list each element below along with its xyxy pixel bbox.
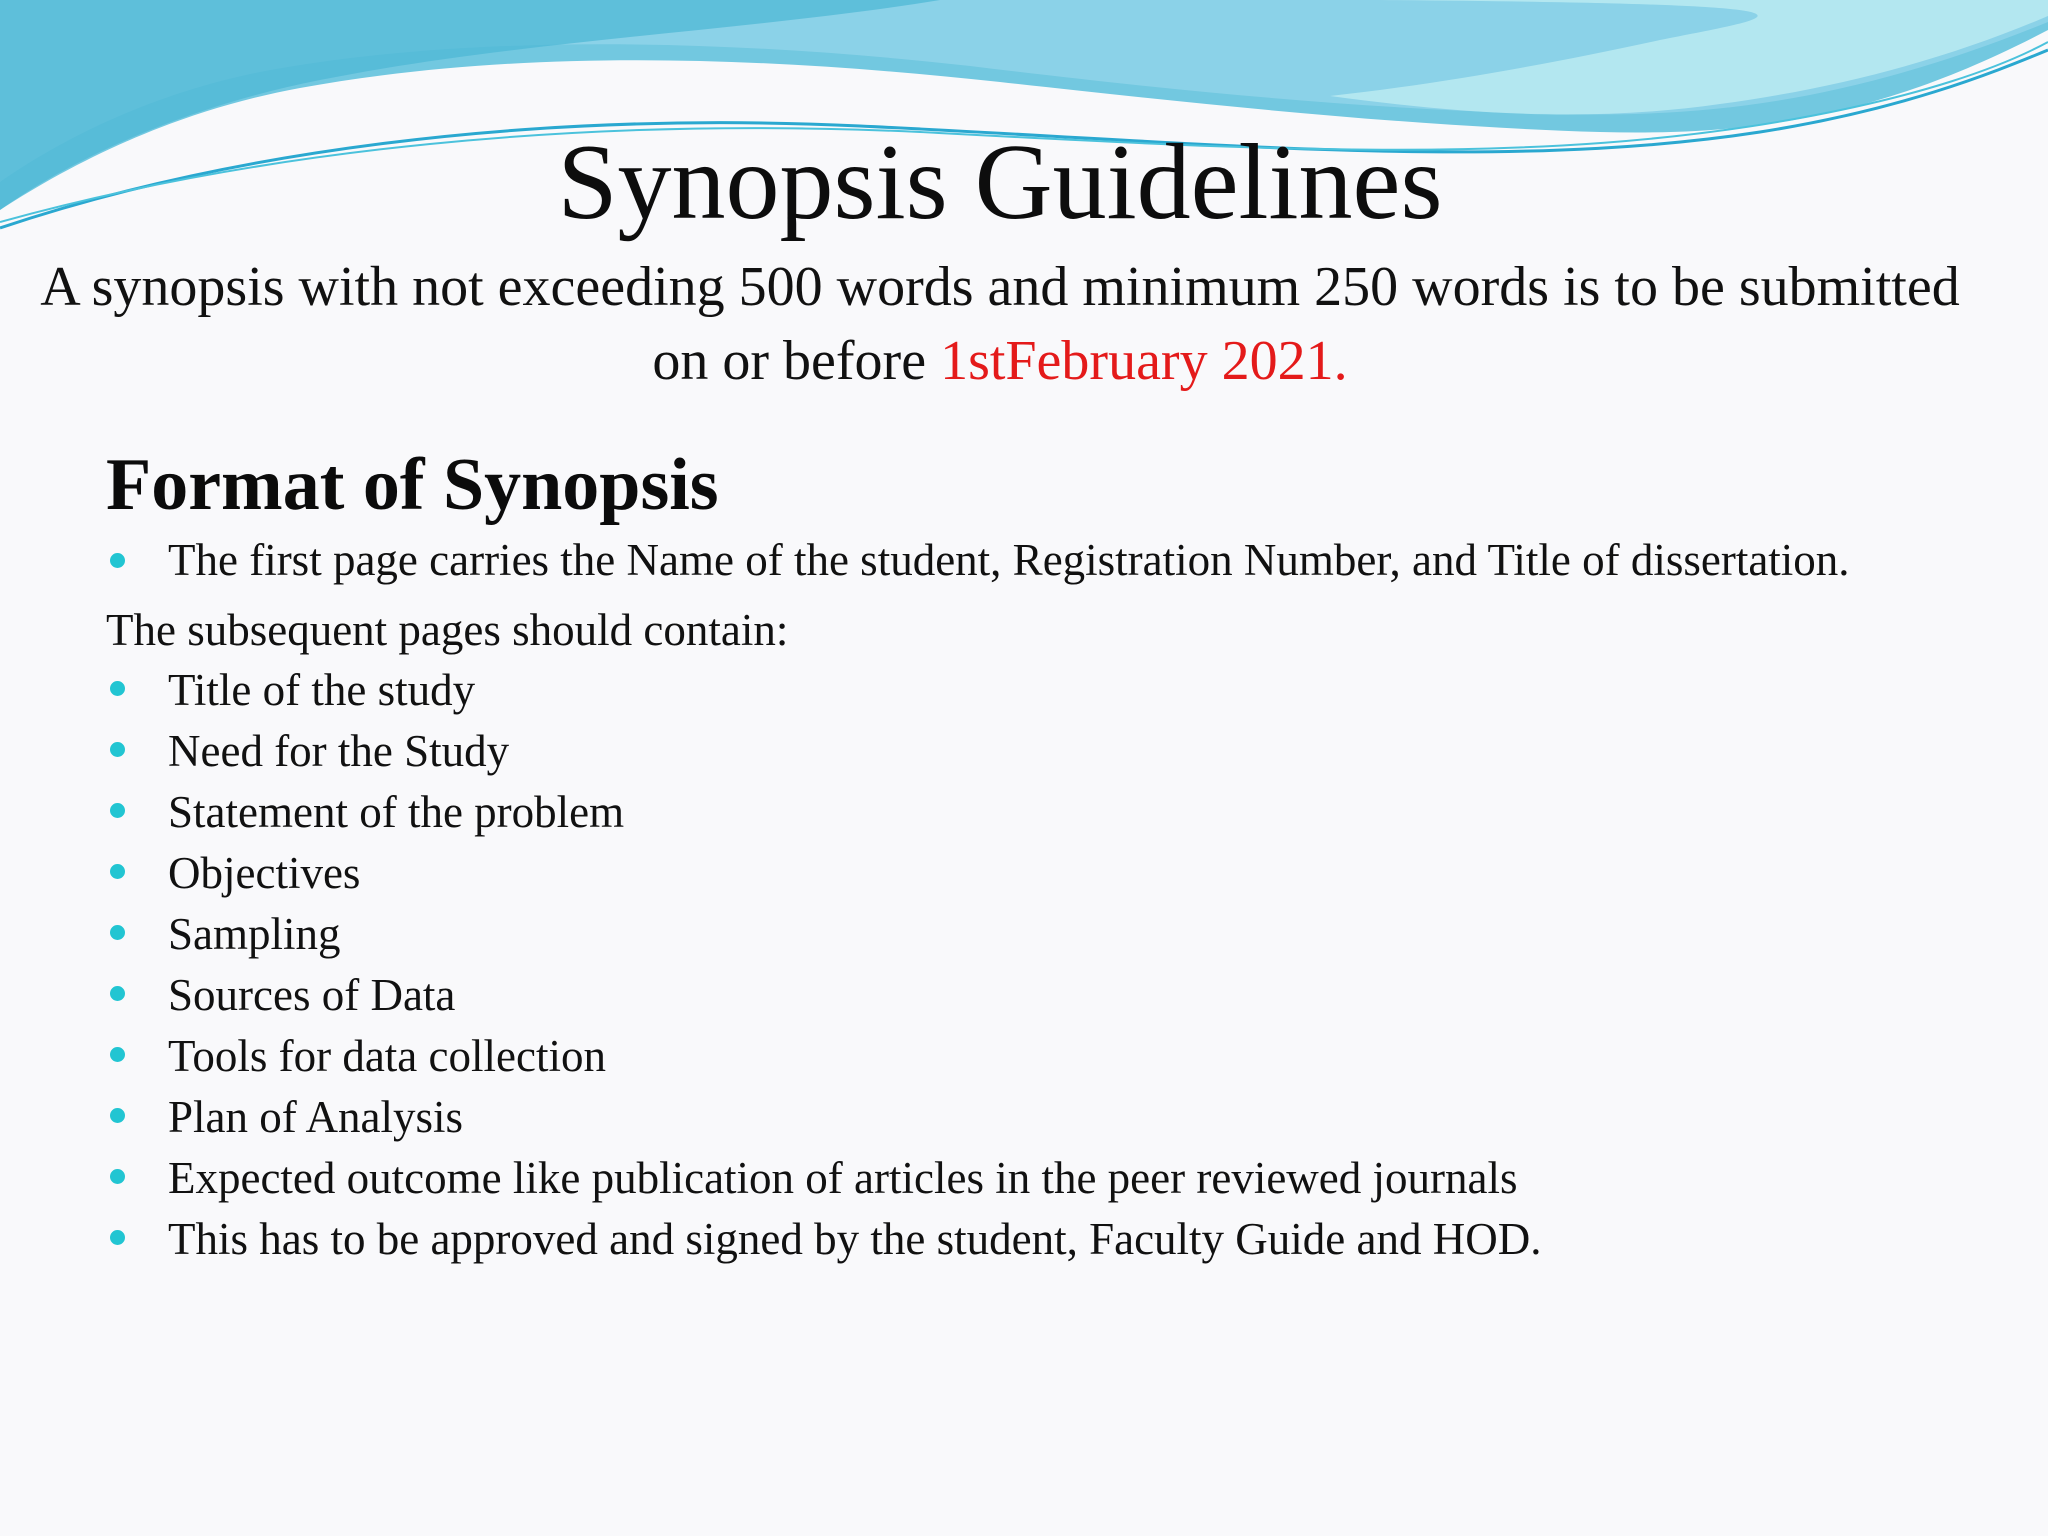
subsequent-intro: The subsequent pages should contain: — [106, 605, 789, 655]
slide-title: Synopsis Guidelines — [557, 123, 1443, 242]
bullet-dot-icon — [110, 742, 125, 757]
list-item — [106, 1030, 1906, 1082]
list-item-text: Need for the Study — [168, 726, 510, 776]
list-item — [106, 847, 1906, 899]
bullet-dot-icon — [110, 1047, 125, 1062]
submission-deadline: 1stFebruary 2021. — [940, 330, 1348, 392]
first-page-bullet — [106, 536, 1906, 584]
slide-content — [106, 536, 1906, 1274]
list-item — [106, 1152, 1906, 1204]
list-item — [106, 664, 1906, 716]
bullet-dot-icon — [110, 925, 125, 940]
list-item — [106, 1091, 1906, 1143]
bullet-dot-icon — [110, 681, 125, 696]
subtitle-text: A synopsis with not exceeding 500 words and minimum 250 words is to be submitted on or before — [40, 256, 1960, 392]
bullet-dot-icon — [110, 1169, 125, 1184]
list-item-text: Statement of the problem — [168, 787, 625, 837]
list-item-text: Title of the study — [168, 665, 476, 715]
list-item-text: Objectives — [168, 848, 361, 898]
list-item — [106, 786, 1906, 838]
list-item-text: Tools for data collection — [168, 1031, 606, 1081]
first-page-bullet-text: The first page carries the Name of the student, Registration Number, and Title of dissertation. — [168, 535, 1850, 585]
content-list — [106, 664, 1906, 1265]
bullet-dot-icon — [110, 803, 125, 818]
list-item-text: This has to be approved and signed by the student, Faculty Guide and HOD. — [168, 1214, 1542, 1264]
bullet-dot-icon — [110, 1108, 125, 1123]
list-item — [106, 969, 1906, 1021]
list-item-text: Sampling — [168, 909, 341, 959]
slide-subtitle — [40, 250, 1960, 398]
list-item — [106, 725, 1906, 777]
list-item-text: Expected outcome like publication of articles in the peer reviewed journals — [168, 1153, 1518, 1203]
bullet-dot-icon — [110, 553, 125, 568]
list-item — [106, 908, 1906, 960]
bullet-dot-icon — [110, 986, 125, 1001]
list-item — [106, 1213, 1906, 1265]
bullet-dot-icon — [110, 1230, 125, 1245]
bullet-dot-icon — [110, 864, 125, 879]
section-heading: Format of Synopsis — [106, 444, 719, 526]
list-item-text: Plan of Analysis — [168, 1092, 464, 1142]
list-item-text: Sources of Data — [168, 970, 456, 1020]
